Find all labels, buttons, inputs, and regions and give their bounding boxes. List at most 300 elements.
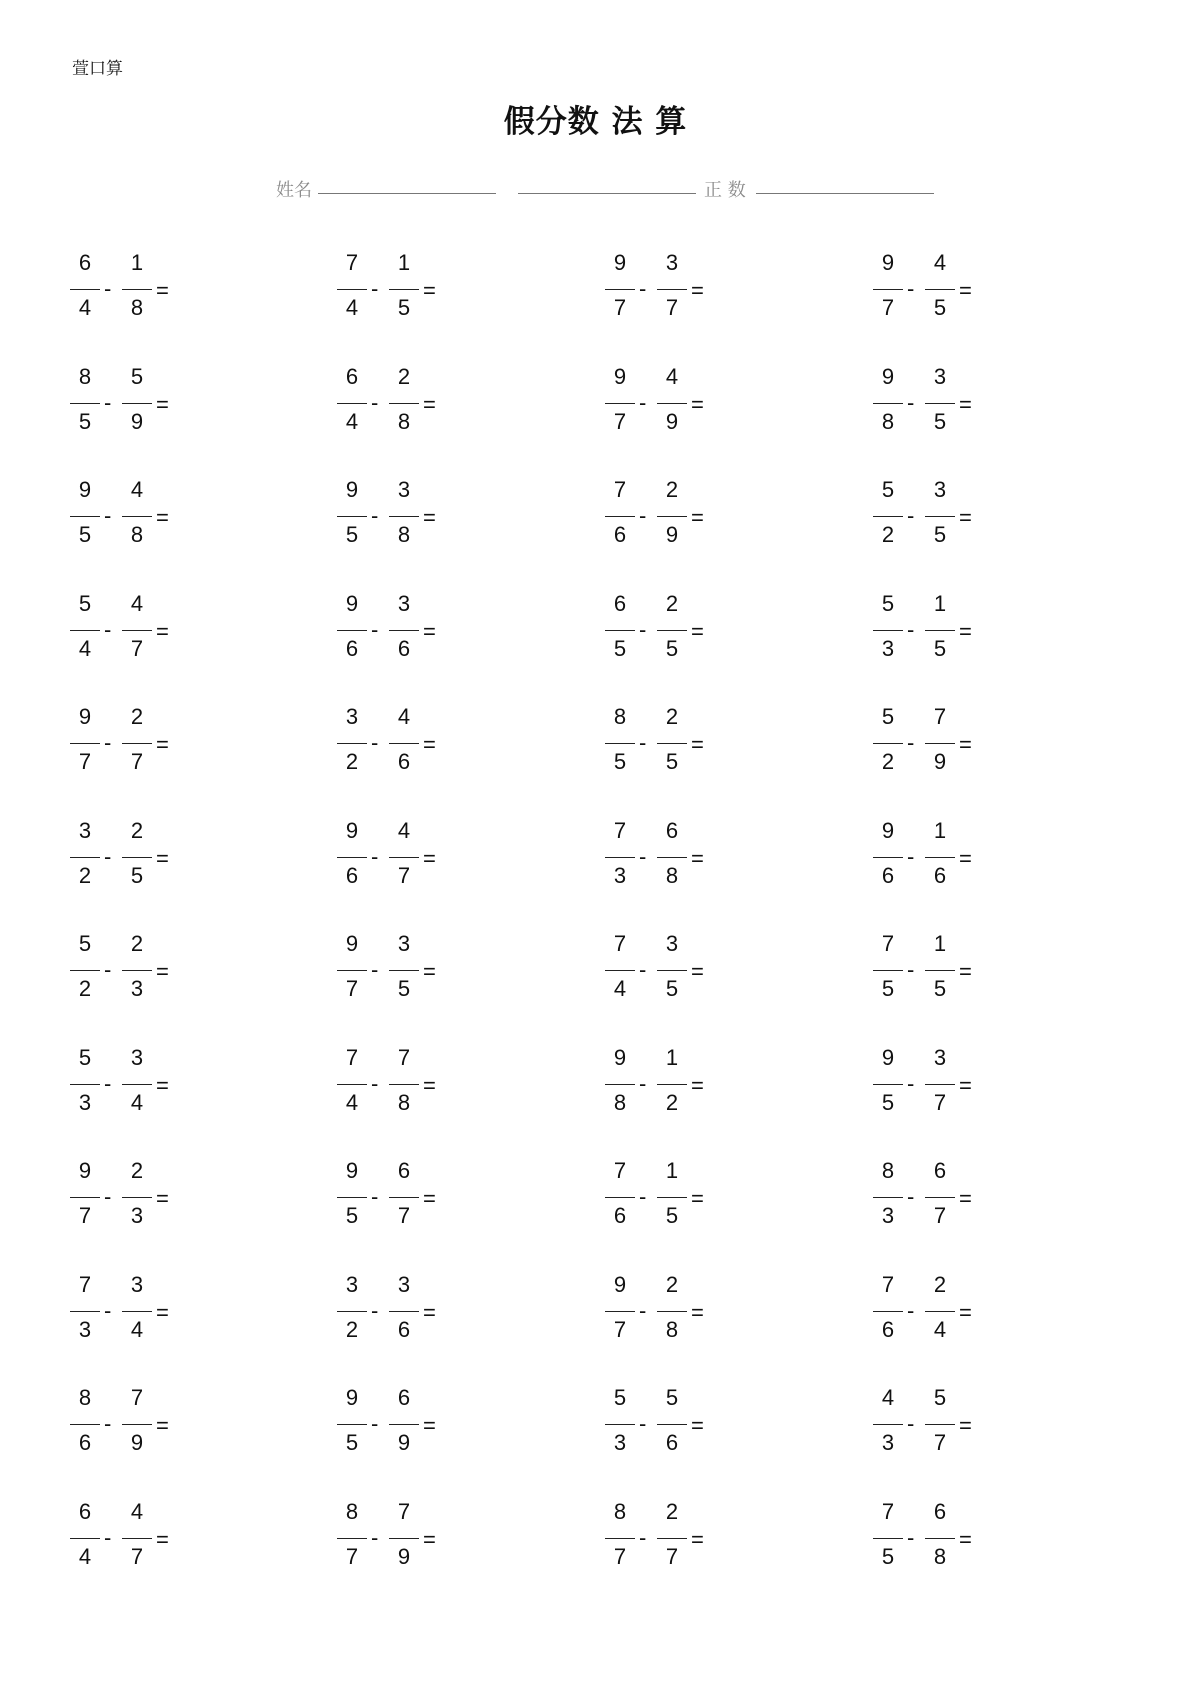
problem: [337, 591, 477, 671]
numerator: 9: [345, 1158, 359, 1183]
page-title: 假分数 法 算: [503, 104, 688, 140]
fraction-bar: [605, 1197, 635, 1198]
numerator: 1: [933, 818, 947, 843]
fraction-bar: [389, 1538, 419, 1539]
minus-sign: -: [639, 957, 647, 982]
fraction-bar: [122, 1424, 152, 1425]
equals-sign: =: [156, 392, 169, 417]
denominator: 7: [613, 295, 627, 320]
numerator: 8: [613, 1499, 627, 1524]
fraction-bar: [389, 403, 419, 404]
problem: [605, 818, 745, 898]
problem: [70, 591, 210, 671]
fraction-bar: [70, 1197, 100, 1198]
numerator: 6: [78, 1499, 92, 1524]
numerator: 7: [78, 1272, 92, 1297]
problem: [873, 704, 1013, 784]
numerator: 9: [881, 250, 895, 275]
problem: [70, 1499, 210, 1579]
numerator: 1: [665, 1158, 679, 1183]
equals-sign: =: [156, 619, 169, 644]
fraction-bar: [657, 1084, 687, 1085]
minus-sign: -: [907, 1071, 915, 1096]
denominator: 5: [933, 409, 947, 434]
problem: [873, 1499, 1013, 1579]
denominator: 4: [345, 295, 359, 320]
denominator: 3: [78, 1317, 92, 1342]
minus-sign: -: [907, 1411, 915, 1436]
problem: [605, 704, 745, 784]
minus-sign: -: [907, 844, 915, 869]
problem: [605, 250, 745, 330]
denominator: 6: [345, 863, 359, 888]
fraction-bar: [389, 1311, 419, 1312]
fraction-bar: [337, 630, 367, 631]
numerator: 6: [933, 1158, 947, 1183]
minus-sign: -: [907, 276, 915, 301]
fraction-bar: [925, 1084, 955, 1085]
denominator: 6: [665, 1430, 679, 1455]
denominator: 4: [933, 1317, 947, 1342]
numerator: 9: [345, 591, 359, 616]
problem: [337, 1499, 477, 1579]
fraction-bar: [337, 1538, 367, 1539]
equals-sign: =: [423, 1413, 436, 1438]
denominator: 5: [78, 409, 92, 434]
denominator: 8: [881, 409, 895, 434]
denominator: 9: [665, 522, 679, 547]
fraction-bar: [873, 1084, 903, 1085]
numerator: 3: [933, 364, 947, 389]
denominator: 7: [665, 295, 679, 320]
problem: [337, 477, 477, 557]
fraction-bar: [657, 289, 687, 290]
denominator: 4: [78, 1544, 92, 1569]
denominator: 7: [613, 1544, 627, 1569]
denominator: 2: [665, 1090, 679, 1115]
equals-sign: =: [156, 1413, 169, 1438]
fraction-bar: [657, 1197, 687, 1198]
numerator: 9: [345, 1385, 359, 1410]
denominator: 5: [665, 1203, 679, 1228]
numerator: 7: [613, 477, 627, 502]
problem: [605, 1385, 745, 1465]
denominator: 3: [78, 1090, 92, 1115]
problem: [605, 931, 745, 1011]
minus-sign: -: [907, 957, 915, 982]
numerator: 9: [613, 364, 627, 389]
equals-sign: =: [423, 278, 436, 303]
numerator: 7: [130, 1385, 144, 1410]
minus-sign: -: [639, 390, 647, 415]
numerator: 4: [130, 1499, 144, 1524]
fraction-bar: [873, 289, 903, 290]
minus-sign: -: [907, 1184, 915, 1209]
denominator: 7: [613, 409, 627, 434]
minus-sign: -: [104, 617, 112, 642]
fraction-bar: [925, 743, 955, 744]
numerator: 5: [613, 1385, 627, 1410]
fraction-bar: [925, 516, 955, 517]
denominator: 7: [613, 1317, 627, 1342]
denominator: 3: [130, 1203, 144, 1228]
denominator: 5: [933, 522, 947, 547]
fraction-bar: [122, 970, 152, 971]
numerator: 8: [78, 1385, 92, 1410]
fraction-bar: [122, 403, 152, 404]
numerator: 2: [397, 364, 411, 389]
problem: [873, 364, 1013, 444]
problem: [605, 364, 745, 444]
fraction-bar: [657, 516, 687, 517]
numerator: 6: [78, 250, 92, 275]
numerator: 9: [613, 1045, 627, 1070]
fraction-bar: [70, 1538, 100, 1539]
problem: [337, 931, 477, 1011]
denominator: 2: [345, 749, 359, 774]
numerator: 1: [397, 250, 411, 275]
equals-sign: =: [959, 732, 972, 757]
denominator: 7: [881, 295, 895, 320]
numerator: 4: [665, 364, 679, 389]
denominator: 6: [345, 636, 359, 661]
numerator: 1: [665, 1045, 679, 1070]
problem: [873, 818, 1013, 898]
denominator: 4: [78, 295, 92, 320]
minus-sign: -: [907, 730, 915, 755]
numerator: 2: [665, 1272, 679, 1297]
denominator: 6: [881, 863, 895, 888]
denominator: 4: [130, 1317, 144, 1342]
equals-sign: =: [691, 1073, 704, 1098]
equals-sign: =: [691, 846, 704, 871]
denominator: 5: [613, 636, 627, 661]
denominator: 2: [78, 976, 92, 1001]
numerator: 7: [881, 1272, 895, 1297]
denominator: 8: [613, 1090, 627, 1115]
numerator: 9: [78, 704, 92, 729]
equals-sign: =: [691, 278, 704, 303]
equals-sign: =: [423, 732, 436, 757]
equals-sign: =: [156, 959, 169, 984]
minus-sign: -: [371, 276, 379, 301]
fraction-bar: [657, 1311, 687, 1312]
numerator: 8: [345, 1499, 359, 1524]
problem: [337, 704, 477, 784]
minus-sign: -: [371, 844, 379, 869]
equals-sign: =: [156, 1186, 169, 1211]
fraction-bar: [657, 743, 687, 744]
problem: [873, 250, 1013, 330]
denominator: 7: [665, 1544, 679, 1569]
numerator: 6: [345, 364, 359, 389]
minus-sign: -: [104, 390, 112, 415]
fraction-bar: [873, 1538, 903, 1539]
problem: [873, 591, 1013, 671]
problem: [605, 477, 745, 557]
minus-sign: -: [639, 1298, 647, 1323]
equals-sign: =: [156, 846, 169, 871]
fraction-bar: [657, 857, 687, 858]
numerator: 7: [613, 818, 627, 843]
equals-sign: =: [423, 1527, 436, 1552]
problem: [873, 1045, 1013, 1125]
numerator: 9: [345, 477, 359, 502]
denominator: 6: [397, 1317, 411, 1342]
equals-sign: =: [691, 1300, 704, 1325]
numerator: 7: [345, 250, 359, 275]
minus-sign: -: [371, 1298, 379, 1323]
fraction-bar: [657, 970, 687, 971]
numerator: 2: [130, 704, 144, 729]
numerator: 4: [397, 704, 411, 729]
equals-sign: =: [691, 392, 704, 417]
fraction-bar: [605, 1311, 635, 1312]
problem: [337, 364, 477, 444]
score-label: 正 数: [704, 180, 746, 201]
denominator: 8: [130, 295, 144, 320]
fraction-bar: [389, 743, 419, 744]
numerator: 3: [933, 477, 947, 502]
minus-sign: -: [104, 844, 112, 869]
denominator: 7: [78, 749, 92, 774]
denominator: 5: [881, 1544, 895, 1569]
problem: [337, 1045, 477, 1125]
denominator: 9: [933, 749, 947, 774]
minus-sign: -: [104, 1525, 112, 1550]
numerator: 1: [933, 591, 947, 616]
fraction-bar: [122, 1311, 152, 1312]
equals-sign: =: [959, 959, 972, 984]
fraction-bar: [873, 1197, 903, 1198]
fraction-bar: [337, 970, 367, 971]
problem: [605, 591, 745, 671]
fraction-bar: [122, 516, 152, 517]
numerator: 3: [130, 1045, 144, 1070]
denominator: 4: [345, 1090, 359, 1115]
denominator: 9: [130, 409, 144, 434]
numerator: 7: [397, 1499, 411, 1524]
denominator: 5: [933, 295, 947, 320]
denominator: 6: [397, 636, 411, 661]
numerator: 3: [397, 477, 411, 502]
numerator: 6: [613, 591, 627, 616]
denominator: 7: [397, 863, 411, 888]
denominator: 3: [130, 976, 144, 1001]
numerator: 6: [665, 818, 679, 843]
minus-sign: -: [907, 617, 915, 642]
fraction-bar: [70, 1424, 100, 1425]
fraction-bar: [122, 630, 152, 631]
fraction-bar: [389, 1084, 419, 1085]
numerator: 2: [130, 818, 144, 843]
denominator: 4: [130, 1090, 144, 1115]
problem: [873, 1158, 1013, 1238]
equals-sign: =: [959, 619, 972, 644]
denominator: 2: [881, 522, 895, 547]
denominator: 2: [78, 863, 92, 888]
equals-sign: =: [423, 959, 436, 984]
numerator: 7: [397, 1045, 411, 1070]
equals-sign: =: [423, 846, 436, 871]
fraction-bar: [605, 1538, 635, 1539]
fraction-bar: [389, 289, 419, 290]
fraction-bar: [605, 516, 635, 517]
equals-sign: =: [156, 505, 169, 530]
equals-sign: =: [691, 1527, 704, 1552]
equals-sign: =: [959, 505, 972, 530]
denominator: 7: [130, 749, 144, 774]
denominator: 5: [345, 1430, 359, 1455]
denominator: 6: [933, 863, 947, 888]
problem: [70, 250, 210, 330]
fraction-bar: [605, 970, 635, 971]
problem: [605, 1272, 745, 1352]
fraction-bar: [605, 1084, 635, 1085]
denominator: 8: [397, 522, 411, 547]
problem: [70, 818, 210, 898]
numerator: 5: [665, 1385, 679, 1410]
numerator: 5: [78, 931, 92, 956]
equals-sign: =: [959, 1073, 972, 1098]
fraction-bar: [337, 289, 367, 290]
equals-sign: =: [959, 1300, 972, 1325]
minus-sign: -: [639, 1184, 647, 1209]
equals-sign: =: [156, 1300, 169, 1325]
denominator: 7: [933, 1430, 947, 1455]
denominator: 6: [613, 522, 627, 547]
numerator: 3: [397, 931, 411, 956]
denominator: 3: [613, 863, 627, 888]
problem: [605, 1499, 745, 1579]
numerator: 5: [130, 364, 144, 389]
denominator: 5: [397, 976, 411, 1001]
minus-sign: -: [907, 390, 915, 415]
denominator: 7: [345, 976, 359, 1001]
numerator: 4: [881, 1385, 895, 1410]
fraction-bar: [70, 403, 100, 404]
denominator: 5: [345, 522, 359, 547]
numerator: 4: [130, 477, 144, 502]
equals-sign: =: [423, 392, 436, 417]
fraction-bar: [605, 289, 635, 290]
fraction-bar: [389, 1197, 419, 1198]
fraction-bar: [337, 743, 367, 744]
numerator: 5: [881, 477, 895, 502]
minus-sign: -: [639, 730, 647, 755]
fraction-bar: [122, 743, 152, 744]
numerator: 7: [881, 1499, 895, 1524]
fraction-bar: [70, 970, 100, 971]
fraction-bar: [873, 516, 903, 517]
fraction-bar: [925, 1311, 955, 1312]
fraction-bar: [873, 1311, 903, 1312]
fraction-bar: [337, 403, 367, 404]
equals-sign: =: [959, 392, 972, 417]
minus-sign: -: [104, 1411, 112, 1436]
denominator: 5: [78, 522, 92, 547]
equals-sign: =: [423, 505, 436, 530]
minus-sign: -: [639, 503, 647, 528]
numerator: 3: [665, 931, 679, 956]
fraction-bar: [605, 1424, 635, 1425]
equals-sign: =: [423, 619, 436, 644]
denominator: 6: [881, 1317, 895, 1342]
numerator: 5: [78, 591, 92, 616]
numerator: 7: [933, 704, 947, 729]
equals-sign: =: [423, 1186, 436, 1211]
denominator: 8: [933, 1544, 947, 1569]
denominator: 5: [933, 636, 947, 661]
numerator: 3: [345, 1272, 359, 1297]
problem: [873, 1385, 1013, 1465]
fraction-bar: [337, 1311, 367, 1312]
problem: [70, 1158, 210, 1238]
problem: [873, 477, 1013, 557]
numerator: 7: [881, 931, 895, 956]
minus-sign: -: [907, 503, 915, 528]
denominator: 9: [130, 1430, 144, 1455]
problem: [70, 1045, 210, 1125]
numerator: 6: [397, 1385, 411, 1410]
minus-sign: -: [907, 1525, 915, 1550]
minus-sign: -: [104, 276, 112, 301]
fraction-bar: [389, 970, 419, 971]
numerator: 2: [665, 477, 679, 502]
equals-sign: =: [691, 619, 704, 644]
numerator: 6: [933, 1499, 947, 1524]
fraction-bar: [389, 630, 419, 631]
denominator: 7: [130, 636, 144, 661]
fraction-bar: [925, 289, 955, 290]
problem: [605, 1045, 745, 1125]
numerator: 6: [397, 1158, 411, 1183]
minus-sign: -: [639, 1071, 647, 1096]
minus-sign: -: [371, 503, 379, 528]
fraction-bar: [605, 743, 635, 744]
fraction-bar: [873, 743, 903, 744]
problem: [337, 1385, 477, 1465]
equals-sign: =: [959, 846, 972, 871]
numerator: 7: [613, 1158, 627, 1183]
fraction-bar: [873, 1424, 903, 1425]
numerator: 2: [130, 1158, 144, 1183]
numerator: 2: [665, 591, 679, 616]
fraction-bar: [70, 857, 100, 858]
minus-sign: -: [371, 730, 379, 755]
fraction-bar: [337, 857, 367, 858]
fraction-bar: [70, 630, 100, 631]
equals-sign: =: [156, 1073, 169, 1098]
numerator: 4: [130, 591, 144, 616]
denominator: 5: [665, 749, 679, 774]
minus-sign: -: [639, 276, 647, 301]
numerator: 3: [345, 704, 359, 729]
minus-sign: -: [907, 1298, 915, 1323]
fraction-bar: [337, 1424, 367, 1425]
fraction-bar: [337, 516, 367, 517]
numerator: 3: [397, 591, 411, 616]
denominator: 3: [613, 1430, 627, 1455]
denominator: 7: [78, 1203, 92, 1228]
minus-sign: -: [371, 390, 379, 415]
fraction-bar: [873, 403, 903, 404]
problem: [70, 931, 210, 1011]
denominator: 9: [397, 1430, 411, 1455]
numerator: 4: [397, 818, 411, 843]
problem: [70, 364, 210, 444]
fraction-bar: [925, 403, 955, 404]
